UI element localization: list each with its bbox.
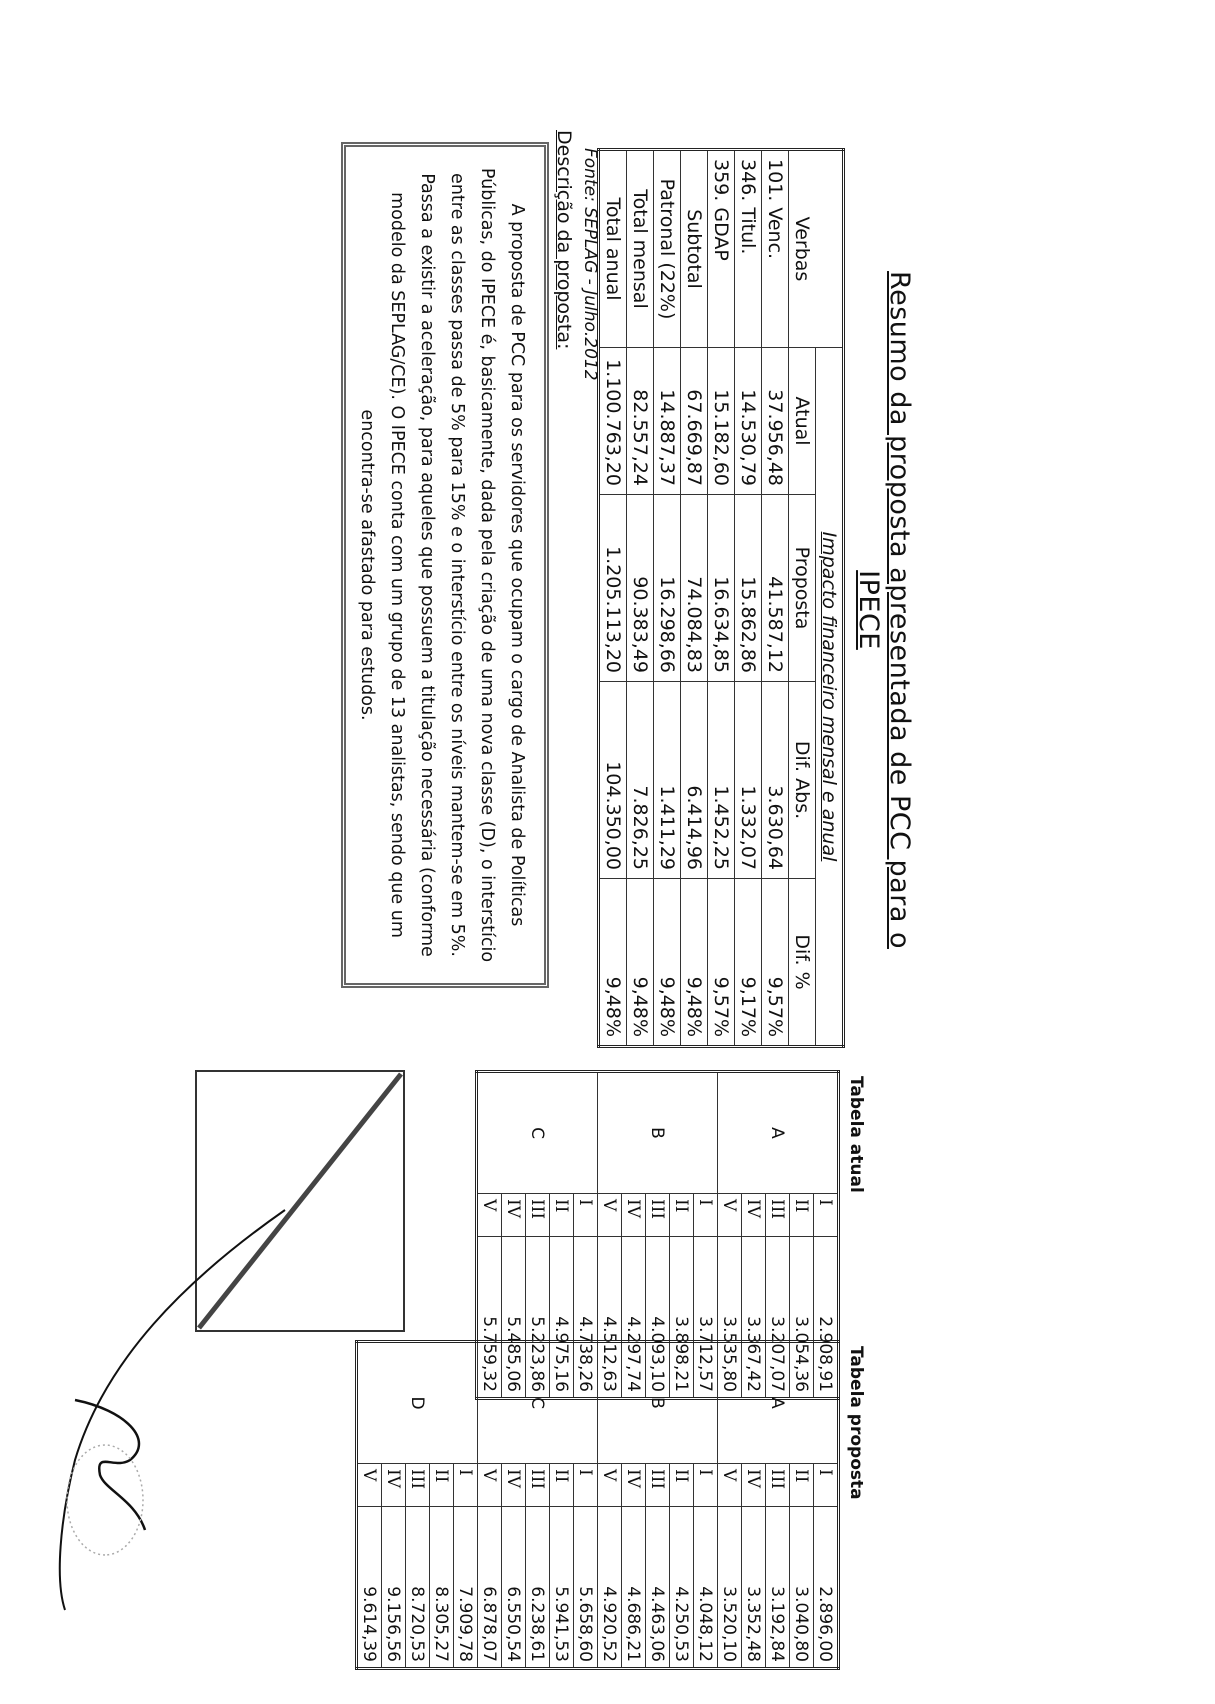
summary-body bbox=[599, 150, 789, 1047]
description-box bbox=[341, 142, 549, 988]
tabela-atual-title: Tabela atual bbox=[846, 1076, 866, 1193]
summary-row bbox=[735, 150, 762, 1047]
document-title: Resumo da proposta apresentada de PCC para o IPECE bbox=[853, 271, 915, 949]
row-dif-abs: 1.411,29 bbox=[654, 682, 681, 879]
class-label: D bbox=[357, 1342, 478, 1464]
signature-stroke-2 bbox=[75, 1400, 145, 1530]
salary-value: 4.975,16 bbox=[550, 1237, 574, 1399]
salary-value: 3.352,48 bbox=[742, 1507, 766, 1669]
summary-row bbox=[627, 150, 654, 1047]
level-label: III bbox=[406, 1464, 430, 1507]
level-label: V bbox=[718, 1194, 742, 1237]
level-label: IV bbox=[382, 1464, 406, 1507]
row-dif-abs: 1.452,25 bbox=[708, 682, 735, 879]
salary-value: 5.759,32 bbox=[477, 1237, 502, 1399]
row-verba: 359. GDAP bbox=[708, 150, 735, 348]
salary-value: 4.463,06 bbox=[646, 1507, 670, 1669]
salary-value: 4.297,74 bbox=[622, 1237, 646, 1399]
salary-value: 4.250,53 bbox=[670, 1507, 694, 1669]
salary-value: 3.535,80 bbox=[718, 1237, 742, 1399]
salary-value: 3.054,36 bbox=[790, 1237, 814, 1399]
salary-value: 2.908,91 bbox=[814, 1237, 839, 1399]
header-atual: Atual bbox=[789, 348, 816, 495]
salary-value: 5.658,60 bbox=[574, 1507, 598, 1669]
summary-row bbox=[681, 150, 708, 1047]
row-verba: Total anual bbox=[599, 150, 627, 348]
level-label: II bbox=[790, 1464, 814, 1507]
level-label: V bbox=[718, 1464, 742, 1507]
level-label: V bbox=[357, 1464, 382, 1507]
salary-value: 5.223,86 bbox=[526, 1237, 550, 1399]
summary-row bbox=[599, 150, 627, 1047]
summary-row bbox=[708, 150, 735, 1047]
row-dif-pct: 9,57% bbox=[762, 879, 789, 1047]
header-verbas: Verbas bbox=[789, 150, 816, 348]
level-label: III bbox=[766, 1194, 790, 1237]
salary-value: 3.712,57 bbox=[694, 1237, 718, 1399]
level-label: III bbox=[646, 1194, 670, 1237]
level-label: II bbox=[790, 1194, 814, 1237]
row-proposta: 16.634,85 bbox=[708, 495, 735, 682]
salary-value: 4.738,26 bbox=[574, 1237, 598, 1399]
row-verba: Subtotal bbox=[681, 150, 708, 348]
row-dif-pct: 9,48% bbox=[627, 879, 654, 1047]
level-label: II bbox=[430, 1464, 454, 1507]
row-dif-abs: 3.630,64 bbox=[762, 682, 789, 879]
level-label: II bbox=[670, 1464, 694, 1507]
row-dif-pct: 9,48% bbox=[681, 879, 708, 1047]
summary-row bbox=[762, 150, 789, 1047]
tabela-proposta bbox=[355, 1340, 870, 1670]
class-label: B bbox=[598, 1072, 718, 1194]
level-label: V bbox=[598, 1194, 622, 1237]
salary-value: 3.192,84 bbox=[766, 1507, 790, 1669]
row-dif-pct: 9,48% bbox=[654, 879, 681, 1047]
row-atual: 15.182,60 bbox=[708, 348, 735, 495]
level-label: II bbox=[670, 1194, 694, 1237]
salary-value: 5.485,06 bbox=[502, 1237, 526, 1399]
salary-value: 3.040,80 bbox=[790, 1507, 814, 1669]
source-note: Fonte: SEPLAG - Julho.2012 bbox=[580, 148, 600, 381]
salary-value: 4.686,21 bbox=[622, 1507, 646, 1669]
summary-caption: Impacto financeiro mensal e anual bbox=[816, 348, 844, 1047]
level-label: IV bbox=[502, 1194, 526, 1237]
level-label: I bbox=[694, 1464, 718, 1507]
level-label: IV bbox=[742, 1194, 766, 1237]
class-label: C bbox=[478, 1342, 598, 1464]
row-dif-abs: 7.826,25 bbox=[627, 682, 654, 879]
row-dif-pct: 9,17% bbox=[735, 879, 762, 1047]
row-atual: 14.530,79 bbox=[735, 348, 762, 495]
row-verba: 346. Titul. bbox=[735, 150, 762, 348]
salary-value: 5.941,53 bbox=[550, 1507, 574, 1669]
salary-value: 7.909,78 bbox=[454, 1507, 478, 1669]
level-label: III bbox=[526, 1194, 550, 1237]
signature-stroke-1 bbox=[60, 1210, 285, 1610]
class-label: A bbox=[718, 1072, 839, 1194]
summary-table bbox=[597, 148, 845, 1048]
salary-value: 4.093,10 bbox=[646, 1237, 670, 1399]
level-label: III bbox=[526, 1464, 550, 1507]
row-dif-pct: 9,57% bbox=[708, 879, 735, 1047]
row-verba: Patronal (22%) bbox=[654, 150, 681, 348]
level-label: II bbox=[550, 1464, 574, 1507]
salary-value: 9.614,39 bbox=[357, 1507, 382, 1669]
row-atual: 67.669,87 bbox=[681, 348, 708, 495]
level-label: V bbox=[477, 1194, 502, 1237]
row-atual: 82.557,24 bbox=[627, 348, 654, 495]
salary-value: 4.920,52 bbox=[598, 1507, 622, 1669]
level-label: V bbox=[478, 1464, 502, 1507]
row-proposta: 90.383,49 bbox=[627, 495, 654, 682]
row-proposta: 74.084,83 bbox=[681, 495, 708, 682]
row-dif-abs: 104.350,00 bbox=[599, 682, 627, 879]
row-verba: Total mensal bbox=[627, 150, 654, 348]
salary-value: 3.898,21 bbox=[670, 1237, 694, 1399]
salary-value: 4.512,63 bbox=[598, 1237, 622, 1399]
class-label: B bbox=[598, 1342, 718, 1464]
row-verba: 101. Venc. bbox=[762, 150, 789, 348]
level-label: IV bbox=[502, 1464, 526, 1507]
summary-row bbox=[654, 150, 681, 1047]
tabela-proposta-title: Tabela proposta bbox=[846, 1346, 866, 1500]
salary-value: 9.156,56 bbox=[382, 1507, 406, 1669]
salary-value: 3.207,07 bbox=[766, 1237, 790, 1399]
salary-value: 6.878,07 bbox=[478, 1507, 502, 1669]
level-label: III bbox=[766, 1464, 790, 1507]
salary-value: 8.720,53 bbox=[406, 1507, 430, 1669]
row-atual: 37.956,48 bbox=[762, 348, 789, 495]
level-label: I bbox=[694, 1194, 718, 1237]
row-proposta: 1.205.113,20 bbox=[599, 495, 627, 682]
tabela-proposta-body bbox=[357, 1342, 839, 1669]
header-dif-abs: Dif. Abs. bbox=[789, 682, 816, 879]
salary-value: 4.048,12 bbox=[694, 1507, 718, 1669]
level-label: I bbox=[814, 1194, 839, 1237]
row-dif-abs: 6.414,96 bbox=[681, 682, 708, 879]
grade-row bbox=[454, 1342, 478, 1669]
grade-row bbox=[574, 1342, 598, 1669]
grade-row bbox=[694, 1342, 718, 1669]
level-label: IV bbox=[622, 1464, 646, 1507]
level-label: I bbox=[454, 1464, 478, 1507]
salary-value: 3.367,42 bbox=[742, 1237, 766, 1399]
header-dif-pct: Dif. % bbox=[789, 879, 816, 1047]
level-label: IV bbox=[742, 1464, 766, 1507]
salary-value: 6.550,54 bbox=[502, 1507, 526, 1669]
header-proposta: Proposta bbox=[789, 495, 816, 682]
grade-row bbox=[814, 1342, 839, 1669]
row-proposta: 16.298,66 bbox=[654, 495, 681, 682]
salary-value: 2.896,00 bbox=[814, 1507, 839, 1669]
row-dif-pct: 9,48% bbox=[599, 879, 627, 1047]
summary-header-row bbox=[789, 150, 816, 1047]
summary-caption-row bbox=[816, 150, 844, 1047]
row-dif-abs: 1.332,07 bbox=[735, 682, 762, 879]
level-label: I bbox=[574, 1464, 598, 1507]
row-atual: 14.887,37 bbox=[654, 348, 681, 495]
level-label: V bbox=[598, 1464, 622, 1507]
salary-value: 8.305,27 bbox=[430, 1507, 454, 1669]
description-text: A proposta de PCC para os servidores que ocupam o cargo de Analista de Políticas Públicas, do IPECE é, basicamente, dada pela criação de uma nova classe (D), o interstício entre as classes passa de 5% para 15% e o interstício entre os níveis mantem-se em 5%. Passa a existir a aceleração, para aqueles que possuem a titulação necessária (conforme modelo da SEPLAG/CE). O IPECE conta com um grupo de 13 analistas, sendo que um encontra-se afastado para estudos. bbox=[357, 167, 527, 963]
level-label: I bbox=[814, 1464, 839, 1507]
signature-mark bbox=[45, 1200, 305, 1620]
class-label: A bbox=[718, 1342, 839, 1464]
level-label: I bbox=[574, 1194, 598, 1237]
row-proposta: 41.587,12 bbox=[762, 495, 789, 682]
level-label: III bbox=[646, 1464, 670, 1507]
level-label: IV bbox=[622, 1194, 646, 1237]
description-label: Descrição da proposta: bbox=[553, 130, 575, 350]
class-label: C bbox=[477, 1072, 598, 1194]
salary-value: 6.238,61 bbox=[526, 1507, 550, 1669]
row-atual: 1.100.763,20 bbox=[599, 348, 627, 495]
salary-value: 3.520,10 bbox=[718, 1507, 742, 1669]
row-proposta: 15.862,86 bbox=[735, 495, 762, 682]
level-label: II bbox=[550, 1194, 574, 1237]
